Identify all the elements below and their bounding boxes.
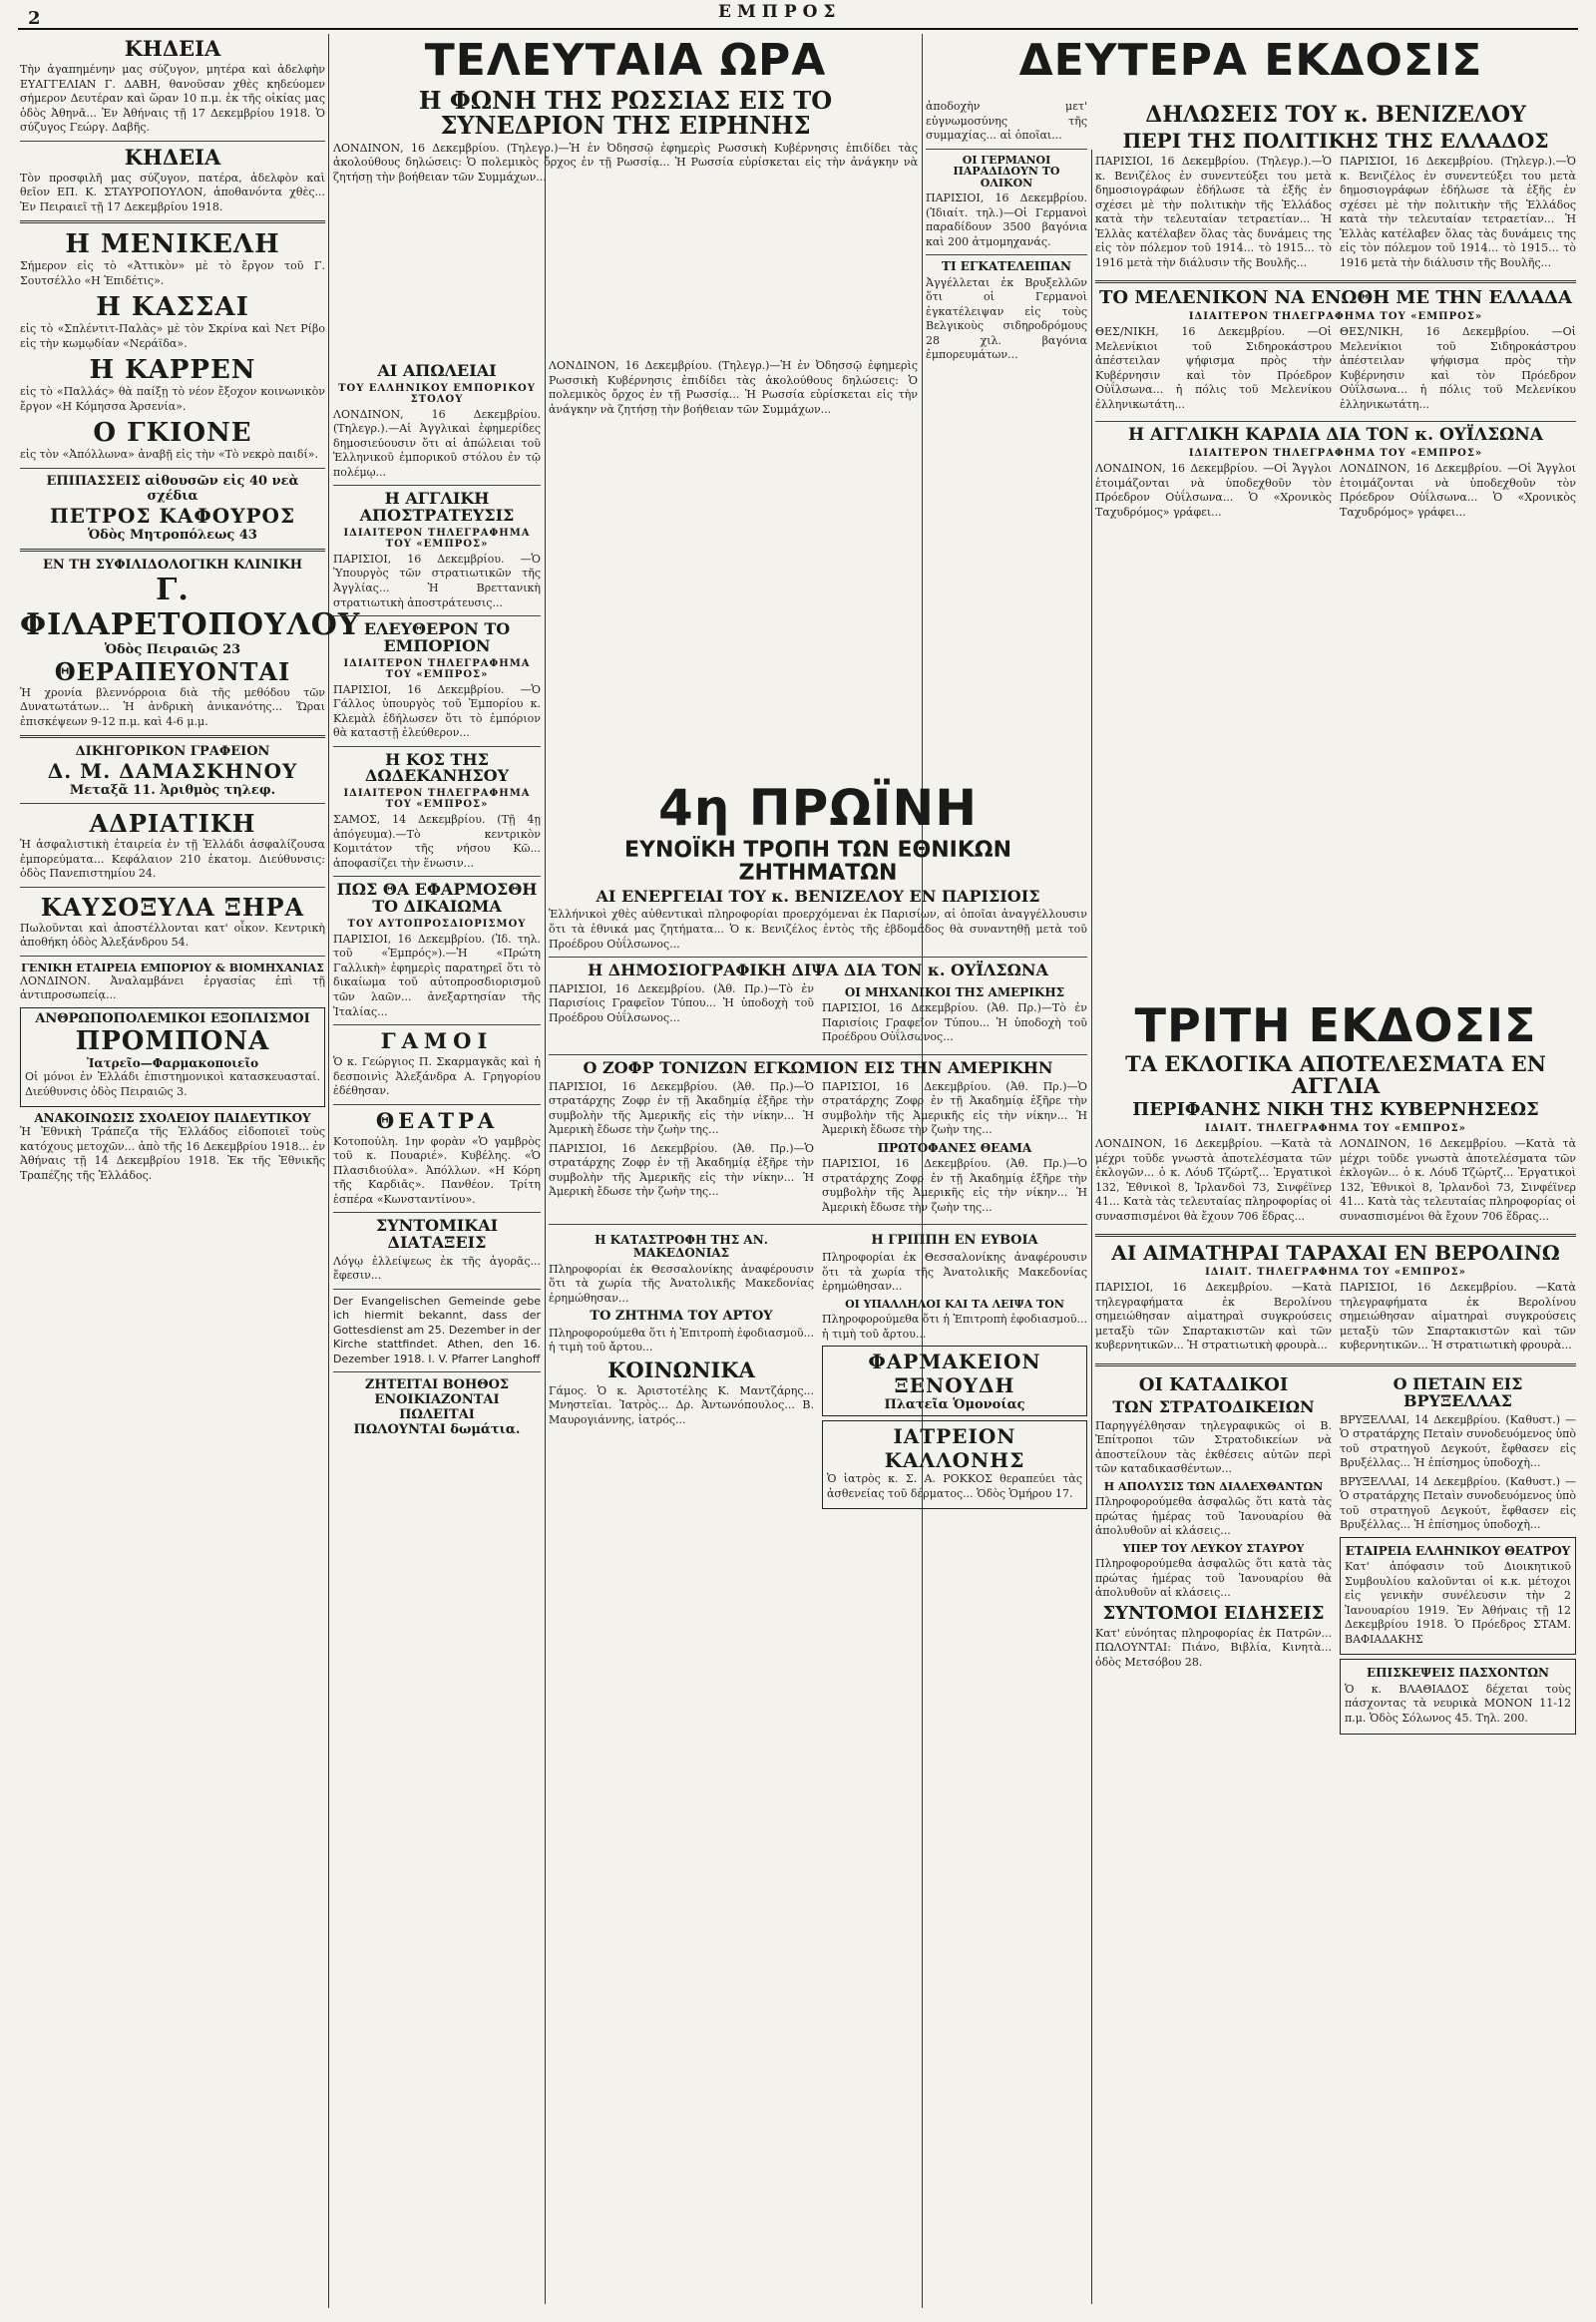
edition-title: ΤΡΙΤΗ ΕΚΔΟΣΙΣ (1134, 998, 1537, 1052)
ad-text: Πωλοῦνται καὶ ἀποστέλλονται κατ' οἶκον. Κεντρικὴ ἀποθήκη ὁδὸς Ἀλεξάνδρου 54. (20, 921, 325, 950)
article-title: ΟΙ ΚΑΤΑΔΙΚΟΙ (1138, 1373, 1289, 1395)
two-column-block (1095, 1137, 1576, 1228)
ad-text: εἰς τὸ «Σπλέντιτ-Παλὰς» μὲ τὸν Σκρίνα καὶ Νετ Ρίβο εἰς τὴν κωμῳδίαν «Νεράϊδα». (20, 322, 325, 350)
article-text: ΠΑΡΙΣΙΟΙ, 16 Δεκεμβρίου. (Ἀθ. Πρ.)—Ὁ στρατάρχης Ζοφρ ἐν τῇ Ἀκαδημίᾳ ἐξῆρε τὴν συμβολὴν τῆς Ἀμερικῆς εἰς τὴν νίκην... Ἡ Ἀμερικὴ ἔδωσε τὴν ζωὴν της... (549, 1079, 814, 1137)
divider (549, 1224, 1087, 1225)
ad-heading: ΘΕΡΑΠΕΥΟΝΤΑΙ (54, 656, 291, 686)
divider (20, 735, 325, 738)
article-title: Η ΓΡΙΠΠΗ ΕΝ ΕΥΒΟΙΑ (871, 1233, 1038, 1249)
classified: ΠΩΛΟΥΝΤΑΙ δωμάτια. (353, 1422, 521, 1438)
article-title: Η ΑΠΟΛΥΣΙΣ ΤΩΝ ΔΙΑΛΕΧΘΑΝΤΩΝ (1103, 1479, 1324, 1493)
article-text: Πληροφορούμεθα ὅτι ἡ Ἐπιτροπὴ ἐφοδιασμοῦ... ἡ τιμὴ τοῦ ἄρτου... (549, 1326, 814, 1354)
divider (20, 887, 325, 888)
notice-title: ΚΗΔΕΙΑ (124, 144, 221, 170)
article-subtitle: ΙΔΙΑΙΤΕΡΟΝ ΤΗΛΕΓΡΑΦΗΜΑ ΤΟΥ «ΕΜΠΡΟΣ» (343, 657, 531, 680)
article-title: ΥΠΕΡ ΤΟΥ ΛΕΥΚΟΥ ΣΤΑΥΡΟΥ (1122, 1541, 1305, 1555)
last-hour-banner (333, 34, 918, 189)
divider (549, 1054, 1087, 1055)
notice-box (1340, 1537, 1576, 1656)
classified: ΕΝΟΙΚΙΑΖΟΝΤΑΙ (374, 1392, 500, 1408)
banner-headline: Η ΦΩΝΗ ΤΗΣ ΡΩΣΣΙΑΣ ΕΙΣ ΤΟ ΣΥΝΕΔΡΙΟΝ ΤΗΣ ΕΙΡΗΝΗΣ (418, 86, 833, 141)
ad-name: ΠΡΟΜΠΟΝΑ (75, 1025, 270, 1056)
article-title: ΟΙ ΓΕΡΜΑΝΟΙ ΠΑΡΑΔΙΔΟΥΝ ΤΟ ΟΛΙΚΟΝ (953, 153, 1060, 190)
ad-sub: Πλατεῖα Ὁμονοίας (884, 1397, 1025, 1413)
article-title: Η ΑΓΓΛΙΚΗ ΑΠΟΣΤΡΑΤΕΥΣΙΣ (359, 489, 515, 526)
divider (1095, 1363, 1576, 1366)
ad-title: ΑΝΘΡΩΠΟΠΟΛΕΜΙΚΟΙ ΕΞΟΠΛΙΣΜΟΙ (35, 1010, 310, 1026)
article-text: ΘΕΣ/ΝΙΚΗ, 16 Δεκεμβρίου. —Οἱ Μελενίκιοι τοῦ Σιδηροκάστρου ἀπέστειλαν ψήφισμα πρὸς τὴν Κυβέρνησιν καὶ τὸν Πρόεδρον Οὐΐλσωνα... ἡ πόλις τοῦ Μελενίκου ἐλληνικωτάτη... (1340, 325, 1576, 411)
ad-title: ΑΔΡΙΑΤΙΚΗ (89, 809, 256, 839)
banner-title: ΤΕΛΕΥΤΑΙΑ ΩΡΑ (424, 35, 827, 86)
article-text: Κατ' εὐνόητας πληροφορίας ἐκ Πατρῶν... ΠΩΛΟΥΝΤΑΙ: Πιάνο, Βιβλία, Κινητὰ... ὁδὸς Μετσόβου 28. (1095, 1626, 1332, 1669)
third-edition (1095, 997, 1576, 1739)
article-text: ΒΡΥΞΕΛΛΑΙ, 14 Δεκεμβρίου. (Καθυστ.) —Ὁ στρατάρχης Πεταὶν συνοδευόμενος ὑπὸ τοῦ στρατηγοῦ Δεγκούτ, ἔφθασεν εἰς Βρυξέλλας... Ἡ ἐπίσημος ὑποδοχὴ... (1340, 1412, 1576, 1470)
ad-address: Μεταξᾶ 11. Ἀριθμὸς τηλεφ. (69, 783, 276, 799)
ad-text: ΛΟΝΔΙΝΟΝ. Ἀναλαμβάνει ἐργασίας ἐπὶ τῇ ἀντιπροσωπείᾳ... (20, 973, 325, 1002)
notice-title: ΚΗΔΕΙΑ (124, 36, 221, 61)
column-rule (545, 150, 546, 2304)
edition-title: 4η ΠΡΩΪΝΗ (657, 779, 979, 837)
ad-title: ΔΙΚΗΓΟΡΙΚΟΝ ΓΡΑΦΕΙΟΝ (75, 744, 270, 760)
divider (20, 956, 325, 957)
article-title: ΤΟ ΜΕΛΕΝΙΚΟΝ ΝΑ ΕΝΩΘΗ ΜΕ ΤΗΝ ΕΛΛΑΔΑ (1098, 287, 1572, 309)
notice-title: ΑΝΑΚΟΙΝΩΣΙΣ ΣΧΟΛΕΙΟΥ ΠΑΙΔΕΥΤΙΚΟΥ (34, 1111, 311, 1126)
ad-title: Η ΚΑΣΣΑΙ (96, 292, 249, 323)
article-text: Πληροφορίαι ἐκ Θεσσαλονίκης ἀναφέρουσιν ὅτι τὰ χωρία τῆς Ἀνατολικῆς Μακεδονίας ἐρημώθησαν... (549, 1262, 814, 1305)
article-title: ΕΤΑΙΡΕΙΑ ΕΛΛΗΝΙΚΟΥ ΘΕΑΤΡΟΥ (1345, 1543, 1571, 1558)
article-text: ΠΑΡΙΣΙΟΙ, 16 Δεκεμβρίου. (Ἀθ. Πρ.)—Ὁ στρατάρχης Ζοφρ ἐν τῇ Ἀκαδημίᾳ ἐξῆρε τὴν συμβολὴν τῆς Ἀμερικῆς εἰς τὴν νίκην... Ἡ Ἀμερικὴ ἔδωσε τὴν ζωὴν της... (822, 1079, 1087, 1137)
article-subtitle: ΙΔΙΑΙΤΕΡΟΝ ΤΗΛΕΓΡΑΦΗΜΑ ΤΟΥ «ΕΜΠΡΟΣ» (343, 788, 531, 811)
article-text: ΠΑΡΙΣΙΟΙ, 16 Δεκεμβρίου. (Ἀθ. Πρ.)—Τὸ ἐν Παρισίοις Γραφεῖον Τύπου... Ἡ ὑποδοχὴ τοῦ Προέδρου Οὐΐλσωνος... (822, 1001, 1087, 1044)
article-title: Ο ΠΕΤΑΙΝ ΕΙΣ ΒΡΥΞΕΛΛΑΣ (1393, 1373, 1523, 1410)
article-title: ΕΛΕΥΘΕΡΟΝ ΤΟ ΕΜΠΟΡΙΟΝ (363, 619, 511, 655)
banner-text: ΛΟΝΔΙΝΟΝ, 16 Δεκεμβρίου. (Τηλεγρ.)—Ἡ ἐν Ὀδησσῷ ἐφημερὶς Ρωσσικὴ Κυβέρνησις ἐπιδίδει τὰς ἀκολούθους δηλώσεις: Ὁ πολεμικὸς ὄρχος ἐν τῇ Ρωσσίᾳ... Ἡ Ρωσσία εὑρίσκεται εἰς τὴν ἀνάγκην νὰ ζητήσῃ τὴν βοήθειαν τῶν Συμμάχων... (333, 141, 918, 184)
divider (1095, 1234, 1576, 1237)
divider (333, 1289, 541, 1290)
article-title: ΕΠΙΣΚΕΨΕΙΣ ΠΑΣΧΟΝΤΩΝ (1367, 1666, 1549, 1681)
notice-text: Τὸν προσφιλῆ μας σύζυγον, πατέρα, ἀδελφὸν καὶ θεῖον ΕΠ. Κ. ΣΤΑΥΡΟΠΟΥΛΟΝ, ἀποθανόντα χθὲς... Ἐν Πειραιεῖ τῇ 17 Δεκεμβρίου 1918. (20, 171, 325, 213)
article-title: ΟΙ ΜΗΧΑΝΙΚΟΙ ΤΗΣ ΑΜΕΡΙΚΗΣ (844, 984, 1065, 999)
divider (926, 149, 1087, 150)
article-text: ΘΕΣ/ΝΙΚΗ, 16 Δεκεμβρίου. —Οἱ Μελενίκιοι τοῦ Σιδηροκάστρου ἀπέστειλαν ψήφισμα πρὸς τὴν Κυβέρνησιν καὶ τὸν Πρόεδρον Οὐΐλσωνα... ἡ πόλις τοῦ Μελενίκου ἐλληνικωτάτη... (1095, 325, 1332, 411)
article-title: ΠΩΣ ΘΑ ΕΦΑΡΜΟΣΘΗ ΤΟ ΔΙΚΑΙΩΜΑ (336, 880, 538, 917)
article-text: Πληροφορούμεθα ἀσφαλῶς ὅτι κατὰ τὰς πρώτας ἡμέρας τοῦ Ἰανουαρίου θὰ ἀπολυθοῦν αἱ κλάσεις... (1095, 1495, 1332, 1538)
article-text: ΠΑΡΙΣΙΟΙ, 16 Δεκεμβρίου. (Τηλεγρ.).—Ὁ κ. Βενιζέλος ἐν συνεντεύξει του μετὰ δημοσιογράφων ἐδήλωσε τὰ ἑξῆς ἐν σχέσει μὲ τὴν πολιτικὴν τῆς Ἑλλάδος κατὰ τὴν τελευταίαν τετραετίαν... Ἡ Ἑλλὰς κατέλαβεν ὅλας τὰς δυνάμεις της εἰς τὸν πόλεμον τοῦ 1914... τὸ 1915... τὸ 1916 μετὰ τὴν διάλυσιν τῆς Βουλῆς... (1340, 155, 1576, 269)
two-column-block (1095, 155, 1576, 274)
edition-subheadline: ΠΕΡΙΦΑΝΗΣ ΝΙΚΗ ΤΗΣ ΚΥΒΕΡΝΗΣΕΩΣ (1132, 1099, 1539, 1121)
divider (20, 803, 325, 804)
column-3-upper (549, 359, 918, 778)
ad-name: ΠΕΤΡΟΣ ΚΑΦΟΥΡΟΣ (49, 503, 296, 528)
article-text: ΛΟΝΔΙΝΟΝ, 16 Δεκεμβρίου. (Τηλεγρ.)—Ἡ ἐν Ὀδησσῷ ἐφημερὶς Ρωσσικὴ Κυβέρνησις ἐπιδίδει τὰς ἀκολούθους δηλώσεις: Ὁ πολεμικὸς ὄρχος ἐν τῇ Ρωσσίᾳ... Ἡ Ρωσσία εὑρίσκεται εἰς τὴν ἀνάγκην νὰ ζητήσῃ τὴν βοήθειαν τῶν Συμμάχων... (549, 359, 918, 416)
ad-title: Ο ΓΚΙΟΝΕ (93, 418, 252, 449)
article-title: ΑΙ ΑΠΩΛΕΙΑΙ (377, 361, 497, 380)
article-text: Πληροφορούμεθα ἀσφαλῶς ὅτι κατὰ τὰς πρώτας ἡμέρας τοῦ Ἰανουαρίου θὰ ἀπολυθοῦν αἱ κλάσεις... (1095, 1557, 1332, 1600)
ad-title: ΚΑΥΣΟΞΥΛΑ ΞΗΡΑ (40, 892, 305, 922)
article-text: ΠΑΡΙΣΙΟΙ, 16 Δεκεμβρίου. (Ἀθ. Πρ.)—Τὸ ἐν Παρισίοις Γραφεῖον Τύπου... Ἡ ὑποδοχὴ τοῦ Προέδρου Οὐΐλσωνος... (549, 981, 814, 1024)
article-text: ΛΟΝΔΙΝΟΝ, 16 Δεκεμβρίου. (Τηλεγρ.).—Αἱ Ἀγγλικαὶ ἐφημερίδες δημοσιεύουσιν ὅτι αἱ ἀπώλειαι τοῦ Ἑλληνικοῦ ἐμπορικοῦ στόλου ἐν τῷ πολέμῳ... (333, 407, 541, 479)
ad-text: Ἡ ἀσφαλιστικὴ ἑταιρεία ἐν τῇ Ἑλλάδι ἀσφαλίζουσα ἐμπορεύματα... Κεφάλαιον 210 ἑκατομ. Διεύθυνσις: ὁδὸς Πανεπιστημίου 24. (20, 838, 325, 881)
classified: ΖΗΤΕΙΤΑΙ ΒΟΗΘΟΣ (364, 1377, 510, 1393)
article-subtitle: ΙΔΙΑΙΤΕΡΟΝ ΤΗΛΕΓΡΑΦΗΜΑ ΤΟΥ «ΕΜΠΡΟΣ» (1188, 311, 1483, 323)
ad-text: Ἡ χρονία βλεννόρροια διὰ τῆς μεθόδου τῶν Δυνατωτάτων... Ἡ ἀνδρικὴ ἀνικανότης... Ὥραι ἐπισκέψεων 9-12 π.μ. καὶ 4-6 μ.μ. (20, 685, 325, 728)
divider (333, 746, 541, 747)
divider (333, 485, 541, 486)
article-title: Η ΑΓΓΛΙΚΗ ΚΑΡΔΙΑ ΔΙΑ ΤΟΝ κ. ΟΥΪΛΣΩΝΑ (1128, 425, 1543, 446)
article-text: ΠΑΡΙΣΙΟΙ, 16 Δεκεμβρίου. —Κατὰ τηλεγραφήματα ἐκ Βερολίνου σημειώθησαν αἱματηραὶ συγκρούσεις μεταξὺ τῶν Σπαρτακιστῶν καὶ τῶν κυβερνητικῶν... Ἡ στρατιωτικὴ φρουρὰ... (1340, 1281, 1576, 1353)
divider (549, 957, 1087, 958)
classified: ΠΩΛΕΙΤΑΙ (399, 1407, 475, 1423)
ad-text: Σήμερον εἰς τὸ «Ἀττικὸν» μὲ τὸ ἔργον τοῦ Γ. Σουτσέλλο «Η Ἐπιδέτις». (20, 259, 325, 287)
article-title: Η ΚΑΤΑΣΤΡΟΦΗ ΤΗΣ ΑΝ. ΜΑΚΕΔΟΝΙΑΣ (595, 1233, 768, 1261)
article-title: ΣΥΝΤΟΜΙΚΑΙ ΔΙΑΤΑΞΕΙΣ (375, 1216, 499, 1253)
article-text: ΠΑΡΙΣΙΟΙ, 16 Δεκεμβρίου. (Ἀθ. Πρ.)—Ὁ στρατάρχης Ζοφρ ἐν τῇ Ἀκαδημίᾳ ἐξῆρε τὴν συμβολὴν τῆς Ἀμερικῆς εἰς τὴν νίκην... Ἡ Ἀμερικὴ ἔδωσε τὴν ζωὴν της... (549, 1141, 814, 1199)
second-edition-banner (926, 34, 1576, 87)
two-column-block (549, 1080, 1087, 1220)
article-title: Ο ΖΟΦΡ ΤΟΝΙΖΩΝ ΕΓΚΩΜΙΟΝ ΕΙΣ ΤΗΝ ΑΜΕΡΙΚΗΝ (583, 1057, 1053, 1077)
notice-text: Τὴν ἀγαπημένην μας σύζυγον, μητέρα καὶ ἀδελφὴν ΕΥΑΓΓΕΛΙΑΝ Γ. ΔΑΒΗ, θανοῦσαν χθὲς κηδεύομεν σήμερον Δευτέραν καὶ ὥραν 10 π.μ. ἐκ τῆς οἰκίας μας ὁδὸς Ἀθηνᾶ... Ἐν Ἀθήναις τῇ 17 Δεκεμβρίου 1918. Ὁ σύζυγος Γεώργ. Δαβῆς. (20, 63, 325, 135)
article-text: ΠΑΡΙΣΙΟΙ, 16 Δεκεμβρίου. —Ὁ Ὑπουργὸς τῶν στρατιωτικῶν τῆς Ἀγγλίας... Ἡ Βρεττανικὴ στρατιωτικὴ ἀποστράτευσις... (333, 552, 541, 609)
article-title: Η ΔΗΜΟΣΙΟΓΡΑΦΙΚΗ ΔΙΨΑ ΔΙΑ ΤΟΝ κ. ΟΥΪΛΣΩΝΑ (588, 961, 1048, 980)
article-subtitle: ΙΔΙΑΙΤ. ΤΗΛΕΓΡΑΦΗΜΑ ΤΟΥ «ΕΜΠΡΟΣ» (1205, 1267, 1466, 1279)
article-text: ΛΟΝΔΙΝΟΝ, 16 Δεκεμβρίου. —Οἱ Ἄγγλοι ἑτοιμάζονται νὰ ὑποδεχθοῦν τὸν Πρόεδρον Οὐΐλσωνα... Ὁ «Χρονικὸς Ταχυδρόμος» γράφει... (1095, 462, 1332, 519)
ad-address: Ὁδὸς Μητροπόλεως 43 (88, 527, 257, 543)
ad-name: Γ. ΦΙΛΑΡΕΤΟΠΟΥΛΟΥ (20, 572, 361, 642)
divider (1095, 421, 1576, 422)
edition-headline: ΤΑ ΕΚΛΟΓΙΚΑ ΑΠΟΤΕΛΕΣΜΑΤΑ ΕΝ ΑΓΓΛΙΑ (1125, 1051, 1546, 1099)
ad-name: ΦΑΡΜΑΚΕΙΟΝ ΞΕΝΟΥΔΗ (868, 1350, 1041, 1398)
article-title: ΤΟ ΖΗΤΗΜΑ ΤΟΥ ΑΡΤΟΥ (590, 1309, 773, 1325)
article-text: ΛΟΝΔΙΝΟΝ, 16 Δεκεμβρίου. —Κατὰ τὰ μέχρι τοῦδε γνωστὰ ἀποτελέσματα τῶν ἐκλογῶν... ὁ κ. Λόυδ Τζώρτζ... Ἐργατικοὶ 132, Ἐθνικοὶ 8, Ἰρλανδοὶ 73, Σινφέϊνερ 41... Κατὰ τὰς τελευταίας πληροφορίας οἱ συνασπισμένοι θὰ ἔχουν 706 ἕδρας... (1340, 1137, 1576, 1223)
banner-title: ΔΕΥΤΕΡΑ ΕΚΔΟΣΙΣ (1018, 35, 1483, 86)
article-text: Ὁ κ. ΒΛΑΘΙΑΔΟΣ δέχεται τοὺς πάσχοντας τὰ νευρικὰ ΜΟΝΟΝ 11-12 π.μ. Ὁδὸς Σόλωνος 45. Τηλ. 200. (1345, 1682, 1571, 1725)
divider (333, 1371, 541, 1372)
article-subtitle: ΙΔΙΑΙΤΕΡΟΝ ΤΗΛΕΓΡΑΦΗΜΑ ΤΟΥ «ΕΜΠΡΟΣ» (1188, 448, 1483, 460)
article-text: ΠΑΡΙΣΙΟΙ, 16 Δεκεμβρίου. (Ἀθ. Πρ.)—Ὁ στρατάρχης Ζοφρ ἐν τῇ Ἀκαδημίᾳ ἐξῆρε τὴν συμβολὴν τῆς Ἀμερικῆς εἰς τὴν νίκην... Ἡ Ἀμερικὴ ἔδωσε τὴν ζωὴν της... (822, 1157, 1087, 1214)
divider (333, 1024, 541, 1025)
divider (20, 549, 325, 552)
ad-title: ΕΠΙΠΑΣΣΕΙΣ αἰθουσῶν εἰς 40 νεὰ σχέδια (46, 473, 299, 504)
article-text: ΠΑΡΙΣΙΟΙ, 16 Δεκεμβρίου. —Κατὰ τηλεγραφήματα ἐκ Βερολίνου σημειώθησαν αἱματηραὶ συγκρούσεις μεταξὺ τῶν Σπαρτακιστῶν καὶ τῶν κυβερνητικῶν... Ἡ στρατιωτικὴ φρουρὰ... (1095, 1281, 1332, 1353)
article-subtitle: ΙΔΙΑΙΤΕΡΟΝ ΤΗΛΕΓΡΑΦΗΜΑ ΤΟΥ «ΕΜΠΡΟΣ» (343, 527, 531, 550)
article-text: ΛΟΝΔΙΝΟΝ, 16 Δεκεμβρίου. —Οἱ Ἄγγλοι ἑτοιμάζονται νὰ ὑποδεχθοῦν τὸν Πρόεδρον Οὐΐλσωνα... Ὁ «Χρονικὸς Ταχυδρόμος» γράφει... (1340, 462, 1576, 519)
article-text: Ἀγγέλλεται ἐκ Βρυξελλῶν ὅτι οἱ Γερμανοὶ ἐγκατέλειψαν εἰς τοὺς Βελγικοὺς σιδηροδρόμους 28 χιλ. βαγόνια ἐμπορευμάτων... (926, 275, 1087, 362)
two-column-block (549, 1230, 1087, 1513)
ad-sub: Ἰατρεῖο—Φαρμακοποιεῖο (86, 1055, 259, 1070)
article-text: ἀποδοχὴν μετ' εὐγνωμοσύνης τῆς συμμαχίας... αἱ ὁποῖαι... (926, 100, 1087, 143)
divider (333, 615, 541, 616)
ad-text: εἰς τὸν «Ἀπόλλωνα» ἀναβῇ εἰς τὴν «Τὸ νεκρὸ παιδί». (20, 448, 319, 462)
two-column-block (1095, 462, 1576, 524)
article-text: ΣΑΜΟΣ, 14 Δεκεμβρίου. (Τῇ 4ῃ ἀπόγευμα).—Τὸ κεντρικὸν Κομιτάτον τῆς νήσου Κῶ... ἀποφασίζει τὴν ἕνωσιν... (333, 813, 541, 870)
ad-box (822, 1346, 1087, 1416)
article-text: ΒΡΥΞΕΛΛΑΙ, 14 Δεκεμβρίου. (Καθυστ.) —Ὁ στρατάρχης Πεταὶν συνοδευόμενος ὑπὸ τοῦ στρατηγοῦ Δεγκούτ, ἔφθασεν εἰς Βρυξέλλας... Ἡ ἐπίσημος ὑποδοχὴ... (1340, 1474, 1576, 1532)
article-text: ΛΟΝΔΙΝΟΝ, 16 Δεκεμβρίου. —Κατὰ τὰ μέχρι τοῦδε γνωστὰ ἀποτελέσματα τῶν ἐκλογῶν... ὁ κ. Λόυδ Τζώρτζ... Ἐργατικοὶ 132, Ἐθνικοὶ 8, Ἰρλανδοὶ 73, Σινφέϊνερ 41... Κατὰ τὰς τελευταίας πληροφορίας οἱ συνασπισμένοι θὰ ἔχουν 706 ἕδρας... (1095, 1137, 1332, 1223)
edition-text: Ἑλλήνικοὶ χθὲς αὐθεντικαὶ πληροφορίαι προερχόμεναι ἐκ Παρισίων, αἱ ὁποῖαι ἀναγγέλλουσιν ὅτι τὰ ἐθνικά μας ζητήματα... Ὁ κ. Βενιζέλος ἐντὸς τῆς ἐβδομάδος θὰ συναντηθῇ μετὰ τοῦ Προέδρου Οὐΐλσωνος... (549, 908, 1087, 951)
ad-address: Ὁδὸς Πειραιῶς 23 (104, 641, 241, 657)
top-rule (18, 28, 1578, 30)
column-1 (20, 34, 361, 2308)
divider (20, 468, 325, 469)
column-2 (333, 359, 541, 2304)
article-subtitle: ΠΕΡΙ ΤΗΣ ΠΟΛΙΤΙΚΗΣ ΤΗΣ ΕΛΛΑΔΟΣ (1122, 129, 1549, 154)
article-subtitle: ΤΟΥ ΕΛΛΗΝΙΚΟΥ ΕΜΠΟΡΙΚΟΥ ΣΤΟΛΟΥ (338, 382, 536, 405)
ad-name: Δ. Μ. ΔΑΜΑΣΚΗΝΟΥ (47, 759, 298, 784)
article-subtitle: ΙΔΙΑΙΤ. ΤΗΛΕΓΡΑΦΗΜΑ ΤΟΥ «ΕΜΠΡΟΣ» (1205, 1123, 1466, 1135)
german-notice: Der Evangelischen Gemeinde gebe ich hiermit bekannt, dass der Gottesdienst am 25. Dezember in der Kirche stattfindet. Athen, den 16. Dezember 1918. I. V. Pfarrer Langhoff (333, 1294, 541, 1365)
ad-title: Η ΜΕΝΙΚΕΛΗ (65, 229, 280, 260)
ad-title: Η ΚΑΡΡΕΝ (89, 355, 256, 386)
article-text: ΠΑΡΙΣΙΟΙ, 16 Δεκεμβρίου. (Τηλεγρ.).—Ὁ κ. Βενιζέλος ἐν συνεντεύξει του μετὰ δημοσιογράφων ἐδήλωσε τὰ ἑξῆς ἐν σχέσει μὲ τὴν πολιτικὴν τῆς Ἑλλάδος κατὰ τὴν τελευταίαν τετραετίαν... Ἡ Ἑλλὰς κατέλαβεν ὅλας τὰς δυνάμεις της εἰς τὸν πόλεμον τοῦ 1914... τὸ 1915... τὸ 1916 μετὰ τὴν διάλυσιν τῆς Βουλῆς... (1095, 155, 1332, 269)
notice-text: Ἡ Ἐθνικὴ Τράπεζα τῆς Ἑλλάδος εἰδοποιεῖ τοὺς κατόχους μετοχῶν... ἀπὸ τῆς 16 Δεκεμβρίου 1918... ἐν Ἀθήναις τῇ 14 Δεκεμβρίου 1918. Ἐκ τῆς Ἐθνικῆς Τραπέζης τῆς Ἑλλάδος. (20, 1125, 325, 1182)
divider (20, 141, 325, 142)
edition-headline: ΕΥΝΟΪΚΗ ΤΡΟΠΗ ΤΩΝ ΕΘΝΙΚΩΝ ΖΗΤΗΜΑΤΩΝ (624, 837, 1011, 886)
article-text: ΠΑΡΙΣΙΟΙ, 16 Δεκεμβρίου. —Ὁ Γάλλος ὑπουργὸς τοῦ Ἐμπορίου κ. Κλεμὰλ ἐδήλωσεν ὅτι τὸ ἐμπόριον θὰ καταστῇ ἐλεύθερον... (333, 682, 541, 740)
ad-box (20, 1007, 325, 1107)
edition-subheadline: ΑΙ ΕΝΕΡΓΕΙΑΙ ΤΟΥ κ. ΒΕΝΙΖΕΛΟΥ ΕΝ ΠΑΡΙΣΙΟΙΣ (596, 886, 1040, 906)
divider (926, 254, 1087, 255)
article-title: ΠΡΩΤΟΦΑΝΕΣ ΘΕΑΜΑ (877, 1140, 1032, 1155)
masthead: ΕΜΠΡΟΣ (718, 2, 842, 22)
two-column-block (549, 982, 1087, 1049)
article-title: Η ΚΟΣ ΤΗΣ ΔΩΔΕΚΑΝΗΣΟΥ (365, 749, 509, 786)
divider (333, 1212, 541, 1213)
article-text: Ὁ κ. Γεώργιος Π. Σκαρμαγκᾶς καὶ ἡ δεσποινὶς Ἀλεξάνδρα Α. Γρηγορίου ἐδέθησαν. (333, 1055, 541, 1098)
article-text: ΠΑΡΙΣΙΟΙ, 16 Δεκεμβρίου. (Ἰδιαίτ. τηλ.)—Οἱ Γερμανοὶ παραδίδουν 3500 βαγόνια καὶ 200 ἀτμομηχανάς. (926, 192, 1087, 248)
article-title: ΚΟΙΝΩΝΙΚΑ (607, 1356, 755, 1382)
article-text: Γάμος. Ὁ κ. Ἀριστοτέλης Κ. Μαντζάρης... Μνηστεῖαι. Ἰατρὸς... Δρ. Ἀντωνόπουλος... Β. Μαυρογιάννης, ἰατρός... (549, 1383, 814, 1426)
two-column-block (1095, 325, 1576, 416)
article-title: ΤΙ ΕΓΚΑΤΕΛΕΙΠΑΝ (942, 259, 1071, 274)
article-text: Πληροφορίαι ἐκ Θεσσαλονίκης ἀναφέρουσιν ὅτι τὰ χωρία τῆς Ἀνατολικῆς Μακεδονίας ἐρημώθησαν... (822, 1251, 1087, 1294)
ad-title: ΓΕΝΙΚΗ ΕΤΑΙΡΕΙΑ ΕΜΠΟΡΙΟΥ & ΒΙΟΜΗΧΑΝΙΑΣ (21, 961, 324, 974)
article-title: ΑΙ ΑΙΜΑΤΗΡΑΙ ΤΑΡΑΧΑΙ ΕΝ ΒΕΡΟΛΙΝΩ (1111, 1241, 1560, 1266)
article-title: ΔΗΛΩΣΕΙΣ ΤΟΥ κ. ΒΕΝΙΖΕΛΟΥ (1145, 102, 1526, 128)
ad-name: ΙΑΤΡΕΙΟΝ ΚΑΛΛΟΝΗΣ (884, 1424, 1025, 1473)
column-4 (926, 100, 1087, 778)
article-title: ΘΕΑΤΡΑ (375, 1107, 499, 1133)
ad-text: Ὁ ἰατρὸς κ. Σ. Α. ΡΟΚΚΟΣ θεραπεύει τὰς ἀσθενείας τοῦ δέρματος... Ὁδὸς Ὁμήρου 17. (827, 1472, 1082, 1500)
article-text: Κατ' ἀπόφασιν τοῦ Διοικητικοῦ Συμβουλίου καλοῦνται οἱ κ.κ. μέτοχοι εἰς γενικὴν συνέλευσιν τὴν 2 Ἰανουαρίου 1919. Ἐν Ἀθήναις τῇ 12 Δεκεμβρίου 1918. Ὁ Πρόεδρος ΣΤΑΜ. ΒΑΦΙΑΔΑΚΗΣ (1345, 1560, 1571, 1646)
page-number: 2 (28, 8, 41, 29)
two-column-block (1095, 1372, 1576, 1739)
divider (333, 876, 541, 877)
article-title: ΓΑΜΟΙ (380, 1028, 494, 1054)
morning-edition (549, 778, 1087, 1513)
article-title: ΣΥΝΤΟΜΟΙ ΕΙΔΗΣΕΙΣ (1102, 1602, 1325, 1624)
column-rule (1091, 150, 1092, 2304)
article-text: Παρηγγέλθησαν τηλεγραφικῶς οἱ Β. Ἐπίτροποι τῶν Στρατοδικείων νὰ ἀποστείλουν τὰς ἐκθέσεις αὐτῶν περὶ τῶν καταδικασθέντων... (1095, 1418, 1332, 1476)
column-rule (328, 34, 329, 2308)
notice-box (1340, 1659, 1576, 1734)
divider (20, 220, 325, 223)
two-column-block (1095, 1281, 1576, 1357)
article-text: Κοτοπούλη. 1ην φορὰν «Ὁ γαμβρὸς τοῦ κ. Πουαριέ». Κυβέλης. «Ὁ Πλασιδιούλα». Ἀπόλλων. «Η Κόρη τῆς Καρδιᾶς». Πανθέον. Τρίτη ἑσπέρα «Κωνσταντίνου». (333, 1134, 541, 1206)
divider (333, 1104, 541, 1105)
article-text: ΠΑΡΙΣΙΟΙ, 16 Δεκεμβρίου. (Ἰδ. τηλ. τοῦ «Ἐμπρός»).—Ἡ «Πρώτη Γαλλικὴ» ἐφημερὶς παρατηρεῖ ὅτι τὸ δικαίωμα τοῦ αὐτοπροσδιορισμοῦ τῶν λαῶν... ἀνεξαρτησίαν τῆς Ἰταλίας... (333, 932, 541, 1018)
article-title: ΤΩΝ ΣΤΡΑΤΟΔΙΚΕΙΩΝ (1112, 1396, 1315, 1416)
article-subtitle: ΤΟΥ ΑΥΤΟΠΡΟΣΔΙΟΡΙΣΜΟΥ (347, 918, 527, 930)
divider (1095, 280, 1576, 283)
article-text: Λόγῳ ἐλλείψεως ἐκ τῆς ἀγορᾶς... ἔφεσιν... (333, 1254, 541, 1283)
ad-box (822, 1420, 1087, 1509)
ad-text: εἰς τὸ «Παλλάς» θὰ παίξῃ τὸ νέον ἔξοχον κοινωνικὸν ἔργον «Η Κόμησσα Ἀρσενία». (20, 385, 325, 413)
ad-title: ΕΝ ΤΗ ΣΥΦΙΛΙΔΟΛΟΓΙΚΗ ΚΛΙΝΙΚΗ (42, 557, 303, 573)
ad-text: Οἱ μόνοι ἐν Ἑλλάδι ἐπιστημονικοὶ κατασκευασταί. Διεύθυνσις ὁδὸς Πειραιῶς 3. (25, 1069, 320, 1098)
article-title: ΟΙ ΥΠΑΛΛΗΛΟΙ ΚΑΙ ΤΑ ΛΕΙΨΑ ΤΟΝ (845, 1297, 1064, 1311)
article-text: Πληροφορούμεθα ὅτι ἡ Ἐπιτροπὴ ἐφοδιασμοῦ... ἡ τιμὴ τοῦ ἄρτου... (822, 1313, 1087, 1341)
